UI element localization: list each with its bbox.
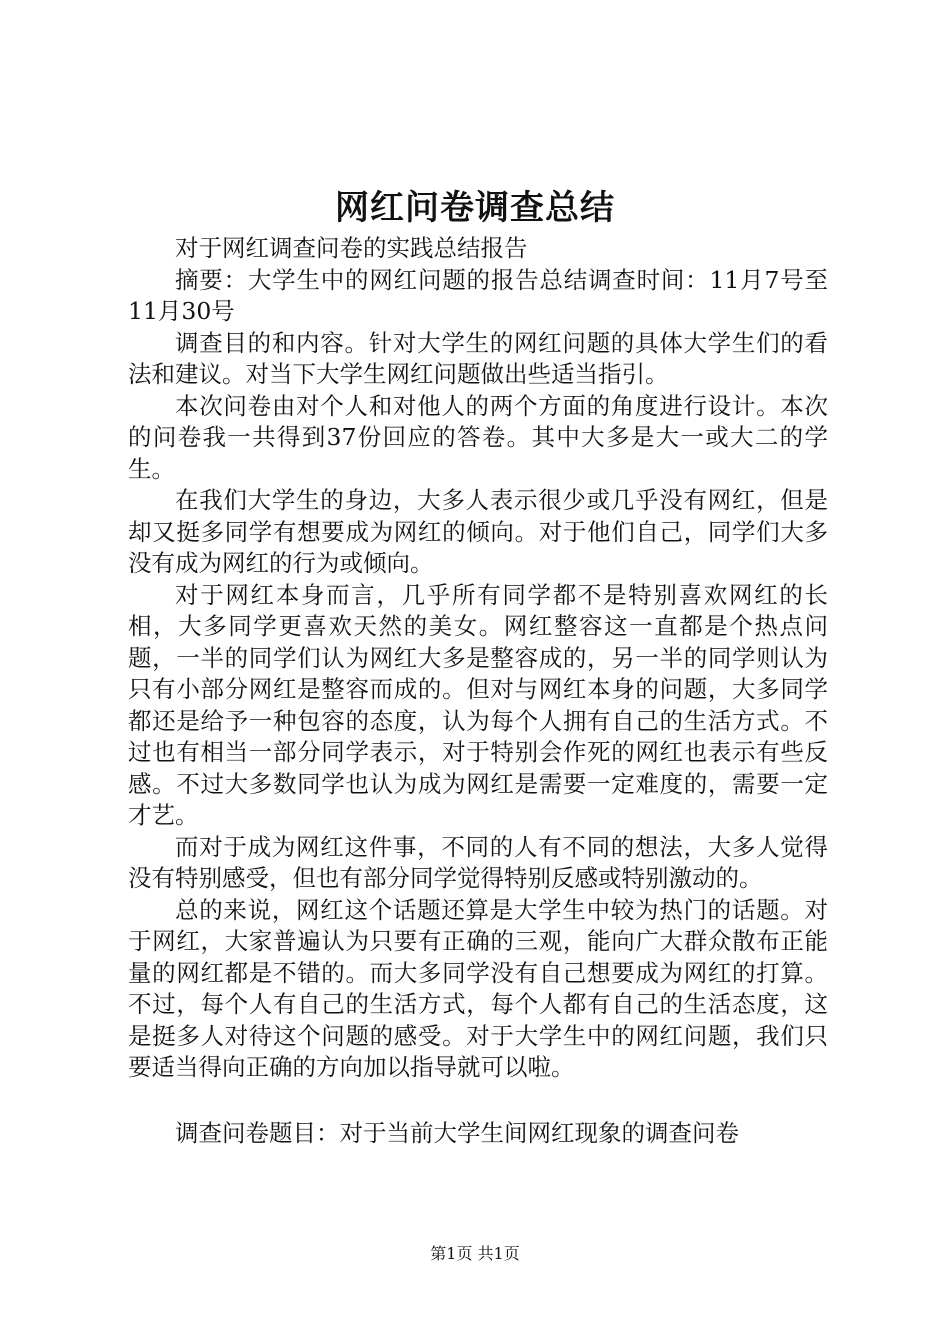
page-footer: 第1页 共1页 [430, 1244, 520, 1263]
paragraph-design: 本次问卷由对个人和对他人的两个方面的角度进行设计。本次的问卷我一共得到37份回应的答卷。其中大多是大一或大二的学生。 [128, 391, 828, 483]
paragraph-abstract: 摘要：大学生中的网红问题的报告总结调查时间：11月7号至11月30号 [128, 265, 828, 325]
paragraph-conclusion: 总的来说，网红这个话题还算是大学生中较为热门的话题。对于网红，大家普遍认为只要有正确的三观，能向广大群众散布正能量的网红都是不错的。而大多同学没有自己想要成为网红的打算。不过，每个人有自己的生活方式，每个人都有自己的生活态度，这是挺多人对待这个问题的感受。对于大学生中的网红问题，我们只要适当得向正确的方向加以指导就可以啦。 [128, 895, 828, 1081]
document-body [128, 233, 828, 1084]
paragraph-surroundings: 在我们大学生的身边，大多人表示很少或几乎没有网红，但是却又挺多同学有想要成为网红的倾向。对于他们自己，同学们大多没有成为网红的行为或倾向。 [128, 486, 828, 577]
paragraph-appearance: 对于网红本身而言，几乎所有同学都不是特别喜欢网红的长相，大多同学更喜欢天然的美女。网红整容这一直都是个热点问题，一半的同学们认为网红大多是整容成的，另一半的同学则认为只有小部分网红是整容而成的。但对与网红本身的问题，大多同学都还是给予一种包容的态度，认为每个人拥有自己的生活方式。不过也有相当一部分同学表示，对于特别会作死的网红也表示有些反感。不过大多数同学也认为成为网红是需要一定难度的，需要一定才艺。 [128, 580, 828, 829]
document-title: 网红问卷调查总结 [335, 188, 615, 228]
questionnaire-title: 调查问卷题目：对于当前大学生间网红现象的调查问卷 [175, 1119, 739, 1147]
paragraph-report-heading: 对于网红调查问卷的实践总结报告 [175, 234, 528, 262]
paragraph-purpose: 调查目的和内容。针对大学生的网红问题的具体大学生们的看法和建议。对当下大学生网红问题做出些适当指引。 [128, 328, 828, 388]
paragraph-attitudes: 而对于成为网红这件事，不同的人有不同的想法，大多人觉得没有特别感受，但也有部分同学觉得特别反感或特别激动的。 [128, 832, 828, 892]
